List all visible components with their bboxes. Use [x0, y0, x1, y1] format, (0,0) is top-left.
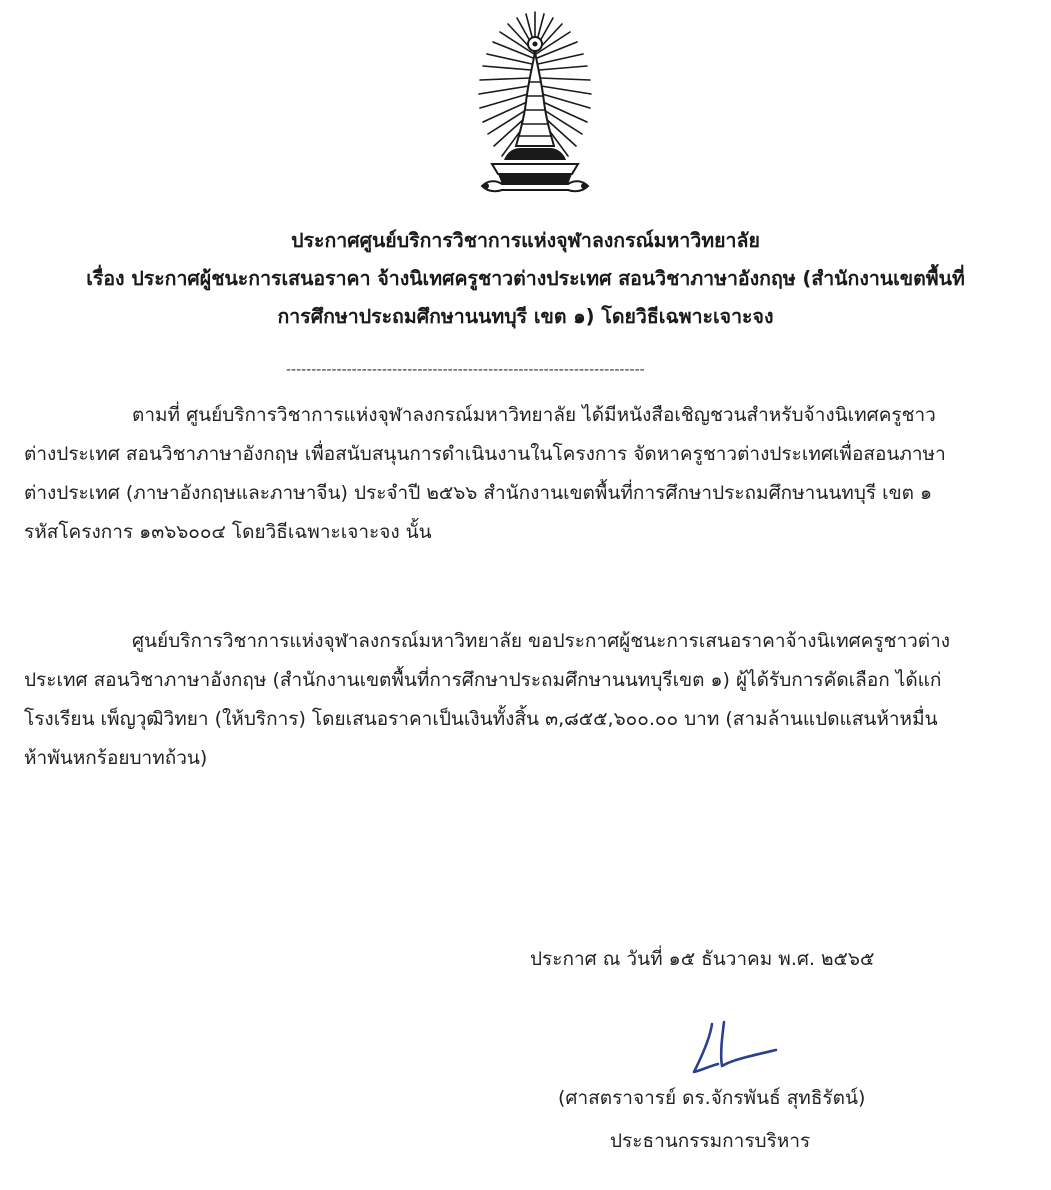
- paragraph-2-line: โรงเรียน เพ็ญวุฒิวิทยา (ให้บริการ) โดยเสนอราคาเป็นเงินทั้งสิ้น ๓,๘๕๕,๖๐๐.๐๐ บาท (สามล้านแปดแสนห้าหมื่น: [24, 708, 938, 730]
- paragraph-2-line: ศูนย์บริการวิชาการแห่งจุฬาลงกรณ์มหาวิทยาลัย ขอประกาศผู้ชนะการเสนอราคาจ้างนิเทศครูชาวต่าง: [132, 630, 951, 652]
- paragraph-2: [24, 622, 1028, 778]
- paragraph-2-line: ประเทศ สอนวิชาภาษาอังกฤษ (สำนักงานเขตพื้นที่การศึกษาประถมศึกษานนทบุรีเขต ๑) ผู้ได้รับการคัดเลือก ได้แก่: [24, 669, 942, 691]
- paragraph-1: [24, 396, 1028, 552]
- paragraph-1-line: ต่างประเทศ สอนวิชาภาษาอังกฤษ เพื่อสนับสนุนการดำเนินงานในโครงการ จัดหาครูชาวต่างประเทศเพื่อสอนภาษา: [24, 443, 946, 465]
- title-divider: -----------------------------------------------------------------------: [286, 362, 645, 378]
- title-line-2: เรื่อง ประกาศผู้ชนะการเสนอราคา จ้างนิเทศครูชาวต่างประเทศ สอนวิชาภาษาอังกฤษ (สำนักงานเขตพื้นที่: [86, 267, 965, 290]
- announcement-date: ประกาศ ณ วันที่ ๑๕ ธันวาคม พ.ศ. ๒๕๖๕: [530, 948, 875, 970]
- paragraph-2-line: ห้าพันหกร้อยบาทถ้วน): [24, 747, 208, 769]
- signer-title: ประธานกรรมการบริหาร: [610, 1130, 811, 1152]
- paragraph-1-line: รหัสโครงการ ๑๓๖๖๐๐๔ โดยวิธีเฉพาะเจาะจง นั้น: [24, 521, 432, 543]
- signer-name: (ศาสตราจารย์ ดร.จักรพันธ์ สุทธิรัตน์): [558, 1087, 866, 1109]
- announcement-title: [20, 222, 1031, 336]
- title-line-3: การศึกษาประถมศึกษานนทบุรี เขต ๑) โดยวิธีเฉพาะเจาะจง: [277, 305, 774, 328]
- paragraph-1-line: ต่างประเทศ (ภาษาอังกฤษและภาษาจีน) ประจำปี ๒๕๖๖ สำนักงานเขตพื้นที่การศึกษาประถมศึกษานนทบุรี เขต ๑: [24, 482, 933, 504]
- chulalongkorn-emblem-icon: [462, 8, 608, 196]
- handwritten-signature: [680, 1020, 790, 1080]
- paragraph-1-line: ตามที่ ศูนย์บริการวิชาการแห่งจุฬาลงกรณ์มหาวิทยาลัย ได้มีหนังสือเชิญชวนสำหรับจ้างนิเทศครูชาว: [132, 404, 936, 426]
- title-line-1: ประกาศศูนย์บริการวิชาการแห่งจุฬาลงกรณ์มหาวิทยาลัย: [291, 229, 760, 252]
